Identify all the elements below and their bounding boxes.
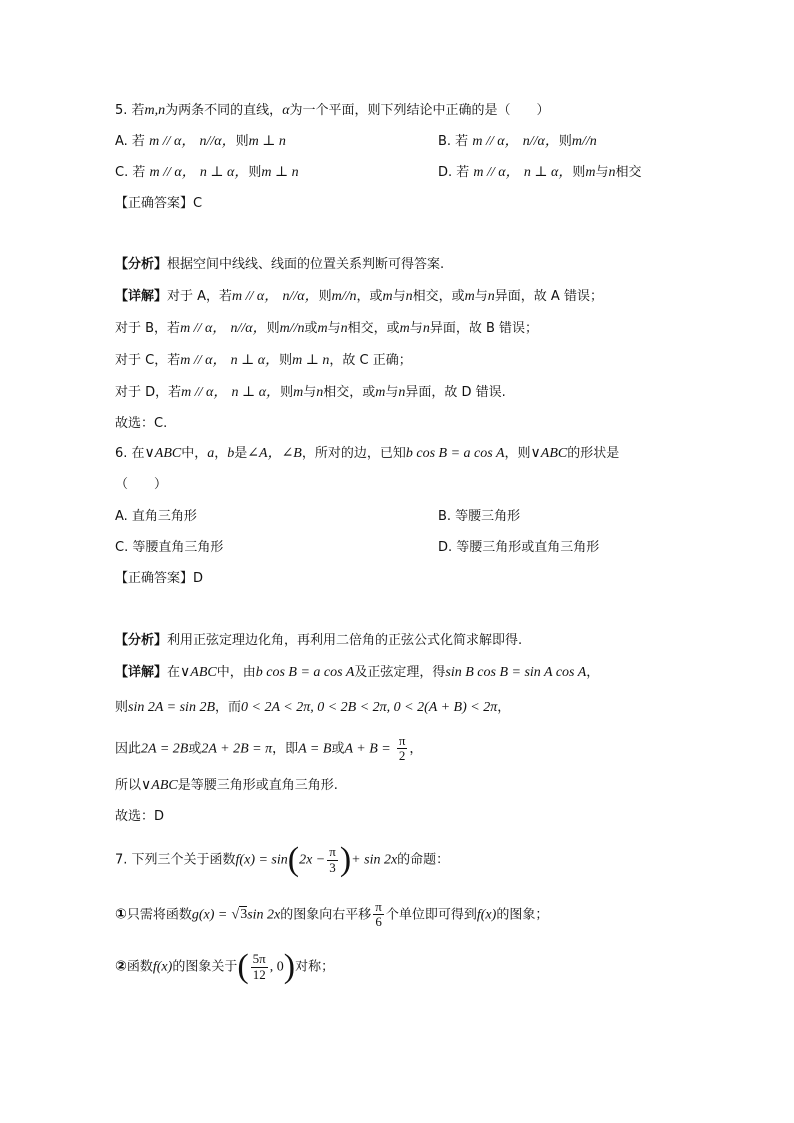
q5-answer: 【正确答案】C bbox=[115, 196, 203, 211]
q6-option-b: B. 等腰三角形 bbox=[438, 509, 521, 524]
q6-detail-line-1: 【详解】在∨ABC中，由b cos B = a cos A及正弦定理，得sin B cos B = sin A cos A， bbox=[115, 665, 600, 680]
q5-detail-line-1: 【详解】对于 A，若m // α， n//α，则m//n，或m与n相交，或m与n异面，故 A 错误； bbox=[115, 289, 603, 304]
q6-detail-line-4: 所以∨ABC是等腰三角形或直角三角形. bbox=[115, 778, 338, 793]
sqrt-symbol: √3 bbox=[231, 907, 248, 923]
fraction-pi-over-2: $\frac{\pi}{2}$ bbox=[398, 733, 406, 764]
fraction-pi-over-3: $\frac{\pi}{3}$ bbox=[329, 844, 336, 875]
q6-answer: 【正确答案】D bbox=[115, 571, 204, 586]
q5-stem: 5. 若m,n为两条不同的直线，α为一个平面，则下列结论中正确的是（ ） bbox=[115, 103, 550, 118]
q5-option-b: B. 若 m // α， n//α，则m//n bbox=[438, 134, 597, 149]
fraction-5pi-over-12: $\frac{5\pi}{12}$ bbox=[252, 951, 266, 982]
q5-detail-line-2: 对于 B，若m // α， n//α，则m//n或m与n相交，或m与n异面，故 B 错误； bbox=[115, 321, 538, 336]
q5-detail-line-3: 对于 C，若m // α， n ⊥ α，则m ⊥ n，故 C 正确； bbox=[115, 353, 412, 368]
q5-option-c: C. 若 m // α， n ⊥ α，则m ⊥ n bbox=[115, 165, 299, 180]
q5-analysis: 【分析】根据空间中线线、线面的位置关系判断可得答案. bbox=[115, 257, 445, 272]
q5-option-a: A. 若 m // α， n//α，则m ⊥ n bbox=[115, 134, 286, 149]
q6-option-a: A. 直角三角形 bbox=[115, 509, 197, 524]
q5-detail-line-4: 对于 D，若m // α， n ⊥ α，则m与n相交，或m与n异面，故 D 错误. bbox=[115, 385, 506, 400]
q6-option-c: C. 等腰直角三角形 bbox=[115, 540, 224, 555]
q6-blank-paren: （ ） bbox=[115, 477, 168, 492]
q6-option-d: D. 等腰三角形或直角三角形 bbox=[438, 540, 600, 555]
q6-detail-line-3: 因此2A = 2B或2A + 2B = π，即A = B或A + B = $\frac{\pi}{2}$ ， bbox=[115, 733, 423, 764]
q5-option-d: D. 若 m // α， n ⊥ α，则m与n相交 bbox=[438, 165, 642, 180]
fraction-pi-over-6: $\frac{\pi}{6}$ bbox=[375, 899, 382, 930]
q6-stem: 6. 在∨ABC中，a，b是∠A，∠B，所对的边，已知b cos B = a cos A，则∨ABC的形状是 bbox=[115, 446, 620, 461]
q5-choose: 故选：C. bbox=[115, 416, 168, 431]
q6-detail-line-2: 则sin 2A = sin 2B，而0 < 2A < 2π, 0 < 2B < 2π, 0 < 2(A + B) < 2π， bbox=[115, 700, 511, 715]
q7-statement-2: ②函数f(x)的图象关于( $\frac{5\pi}{12}$ , 0)对称； bbox=[115, 948, 335, 985]
q6-analysis: 【分析】利用正弦定理边化角，再利用二倍角的正弦公式化简求解即得. bbox=[115, 633, 523, 648]
q6-choose: 故选：D bbox=[115, 809, 165, 824]
q7-stem: 7. 下列三个关于函数f(x) = sin(2x − $\frac{\pi}{3}$ )+ sin 2x的命题： bbox=[115, 841, 450, 878]
q7-statement-1: ①只需将函数g(x) = √3sin 2x的图象向右平移 $\frac{\pi}{6}$ 个单位即可得到f(x)的图象； bbox=[115, 899, 549, 930]
